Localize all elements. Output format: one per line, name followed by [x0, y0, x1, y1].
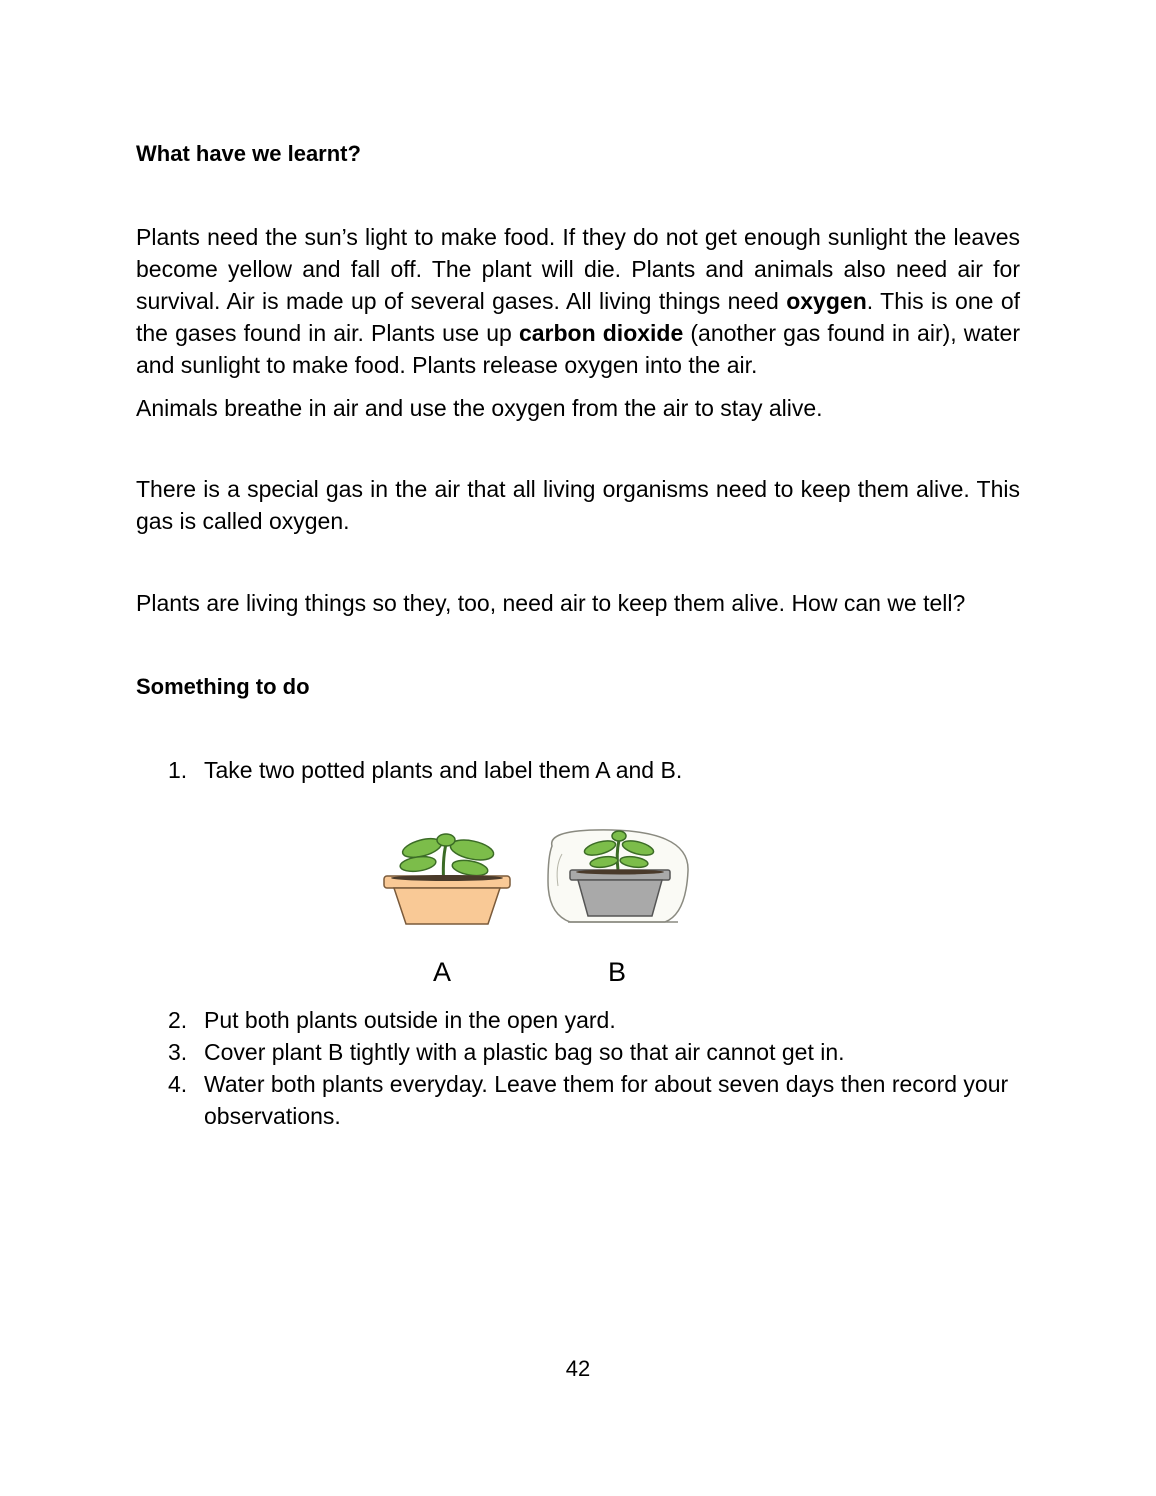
- heading-what-have-we-learnt: What have we learnt?: [136, 141, 361, 166]
- potted-plants-illustration: [380, 826, 700, 926]
- page-number: 42: [565, 1356, 591, 1381]
- paragraph-special-gas: There is a special gas in the air that all living organisms need to keep them alive. This gas is called oxygen.: [136, 476, 1020, 534]
- paragraph-how-can-we-tell: Plants are living things so they, too, need air to keep them alive. How can we tell?: [136, 590, 966, 616]
- step-number: 1.: [168, 757, 188, 783]
- plants-figure: [380, 826, 700, 926]
- plant-a-image: [384, 834, 510, 924]
- step-text: Put both plants outside in the open yard.: [204, 1007, 616, 1033]
- steps-list-part-2: [168, 1004, 1020, 1132]
- plant-b-covered-image: [548, 830, 688, 922]
- heading-something-to-do: Something to do: [136, 674, 310, 699]
- list-item-step-1: [168, 754, 1020, 786]
- paragraph-animals-breathe: Animals breathe in air and use the oxygen from the air to stay alive.: [136, 395, 823, 421]
- figure-label-a: A: [433, 957, 452, 987]
- list-item-step-3: [168, 1036, 1020, 1068]
- step-number: 3.: [168, 1039, 188, 1065]
- step-text: Cover plant B tightly with a plastic bag so that air cannot get in.: [204, 1039, 845, 1065]
- keyword-oxygen: oxygen: [786, 288, 867, 314]
- para1-text-1: Plants need the sun’s light to make food. If they do not get enough sunlight the leaves become yellow and fall off. The plant will die. Plants and animals also need air for survival. Air is made up of several gases. All living things need: [136, 224, 1020, 314]
- keyword-carbon-dioxide: carbon dioxide: [518, 320, 684, 346]
- para1-text-2: . This is one of the gases found in air. Plants use up: [136, 288, 1020, 346]
- paragraph-plants-need-sunlight: [136, 221, 1020, 381]
- step-number: 2.: [168, 1007, 188, 1033]
- list-item-step-2: [168, 1004, 1020, 1036]
- para1-text-3: (another gas found in air), water and sunlight to make food. Plants release oxygen into the air.: [136, 320, 1020, 378]
- step-text: Water both plants everyday. Leave them for about seven days then record your observations.: [204, 1071, 1009, 1129]
- step-text: Take two potted plants and label them A and B.: [204, 757, 683, 783]
- step-number: 4.: [168, 1071, 188, 1097]
- steps-list-part-1: [168, 754, 1020, 786]
- figure-label-b: B: [608, 957, 627, 987]
- list-item-step-4: [168, 1068, 1020, 1132]
